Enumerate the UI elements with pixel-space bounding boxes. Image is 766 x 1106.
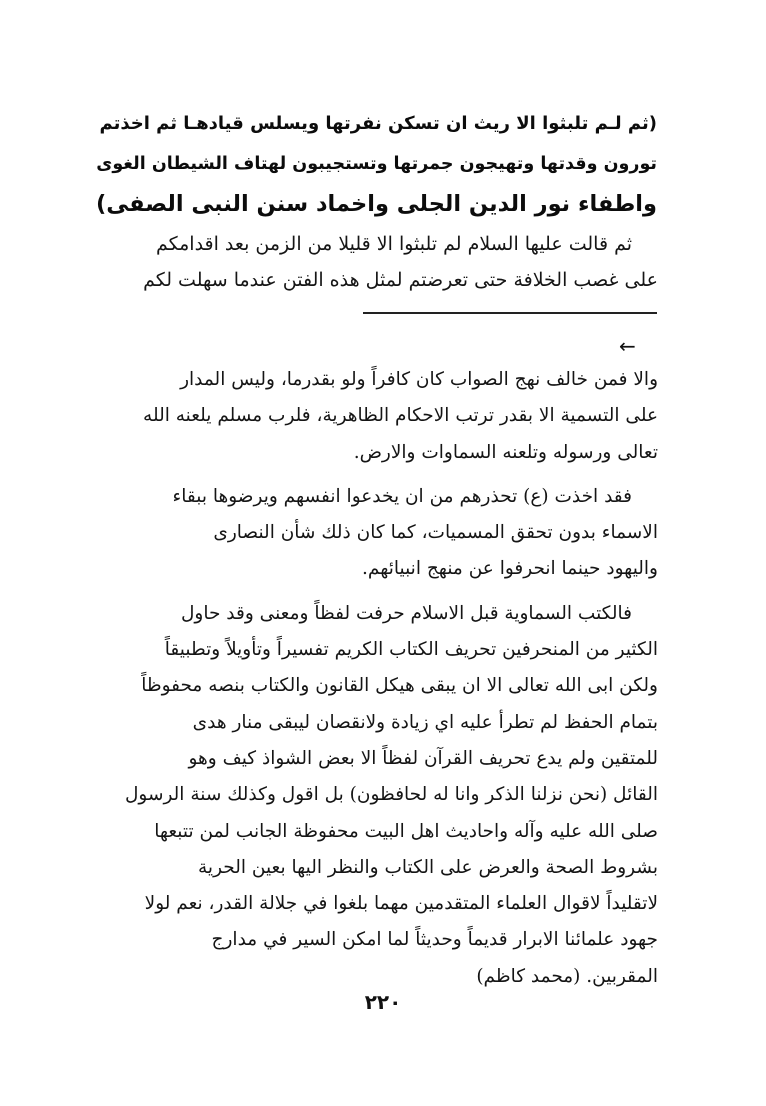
footnote-line: بشروط الصحة والعرض على الكتاب والنظر اليها بعين الحرية: [198, 856, 658, 878]
footnote-divider: [363, 312, 657, 314]
continuation-arrow-icon: ←: [619, 334, 636, 358]
footnote-line: الكثير من المنحرفين تحريف الكتاب الكريم تفسيراً وتأويلاً وتطبيقاً: [164, 639, 658, 661]
footnote-line: فالكتب السماوية قبل الاسلام حرفت لفظاً ومعنى وقد حاول: [180, 602, 632, 624]
footnote-line: والا فمن خالف نهج الصواب كان كافراً ولو بقدرما، وليس المدار: [180, 369, 658, 390]
quote-line: تورون وقدتها وتهيجون جمرتها وتستجيبون لهتاف الشيطان الغوى: [96, 154, 657, 174]
footnote-line: واليهود حينما انحرفوا عن منهج انبيائهم.: [362, 558, 658, 580]
footnote-line: على التسمية الا بقدر ترتب الاحكام الظاهرية، فلرب مسلم يلعنه الله: [143, 405, 658, 427]
body-line: ثم قالت عليها السلام لم تلبثوا الا قليلا من الزمن بعد اقدامكم: [155, 233, 632, 255]
footnote-line: للمتقين ولم يدع تحريف القرآن لفظاً الا بعض الشواذ كيف وهو: [188, 747, 658, 769]
footnote-line: الاسماء بدون تحقق المسميات، كما كان ذلك شأن النصارى: [213, 522, 658, 544]
quote-line: واطفاء نور الدين الجلى واخماد سنن النبى الصفى): [96, 191, 657, 217]
paragraph-gap: [102, 588, 658, 596]
commentary-paragraph: [100, 226, 658, 298]
footnote-line: لاتقليداً لاقوال العلماء المتقدمين مهما بلغوا في جلالة القدر، نعم لولا: [144, 893, 658, 915]
footnote-line: القائل (نحن نزلنا الذكر وانا له لحافظون) بل اقول وكذلك سنة الرسول: [124, 784, 658, 806]
quote-line: (ثم لـم تلبثوا الا ريث ان تسكن نفرتها ويسلس قيادهـا ثم اخذتم: [99, 113, 657, 134]
footnote-section: [102, 362, 658, 995]
footnote-line: صلى الله عليه وآله واحاديث اهل البيت محفوظة الجانب لمن تتبعها: [154, 820, 658, 842]
footnote-line: تعالى ورسوله وتلعنه السماوات والارض.: [353, 441, 658, 463]
quoted-sermon-excerpt: [95, 104, 657, 224]
body-line: على غصب الخلافة حتى تعرضتم لمثل هذه الفتن عندما سهلت لكم: [143, 269, 658, 291]
page-number: ٢٢٠: [364, 990, 402, 1014]
paragraph-gap: [102, 471, 658, 479]
footnote-line: المقربين. (محمد كاظم): [476, 965, 658, 987]
footnote-line: فقد اخذت (ع) تحذرهم من ان يخدعوا انفسهم ويرضوها ببقاء: [172, 485, 632, 507]
footnote-line: بتمام الحفظ لم تطرأ عليه اي زيادة ولانقصان ليبقى منار هدى: [192, 711, 658, 733]
footnote-line: ولكن ابى الله تعالى الا ان يبقى هيكل القانون والكتاب بنصه محفوظاً: [141, 675, 658, 697]
footnote-line: جهود علمائنا الابرار قديماً وحديثاً لما امكن السير في مدارج: [211, 929, 658, 951]
